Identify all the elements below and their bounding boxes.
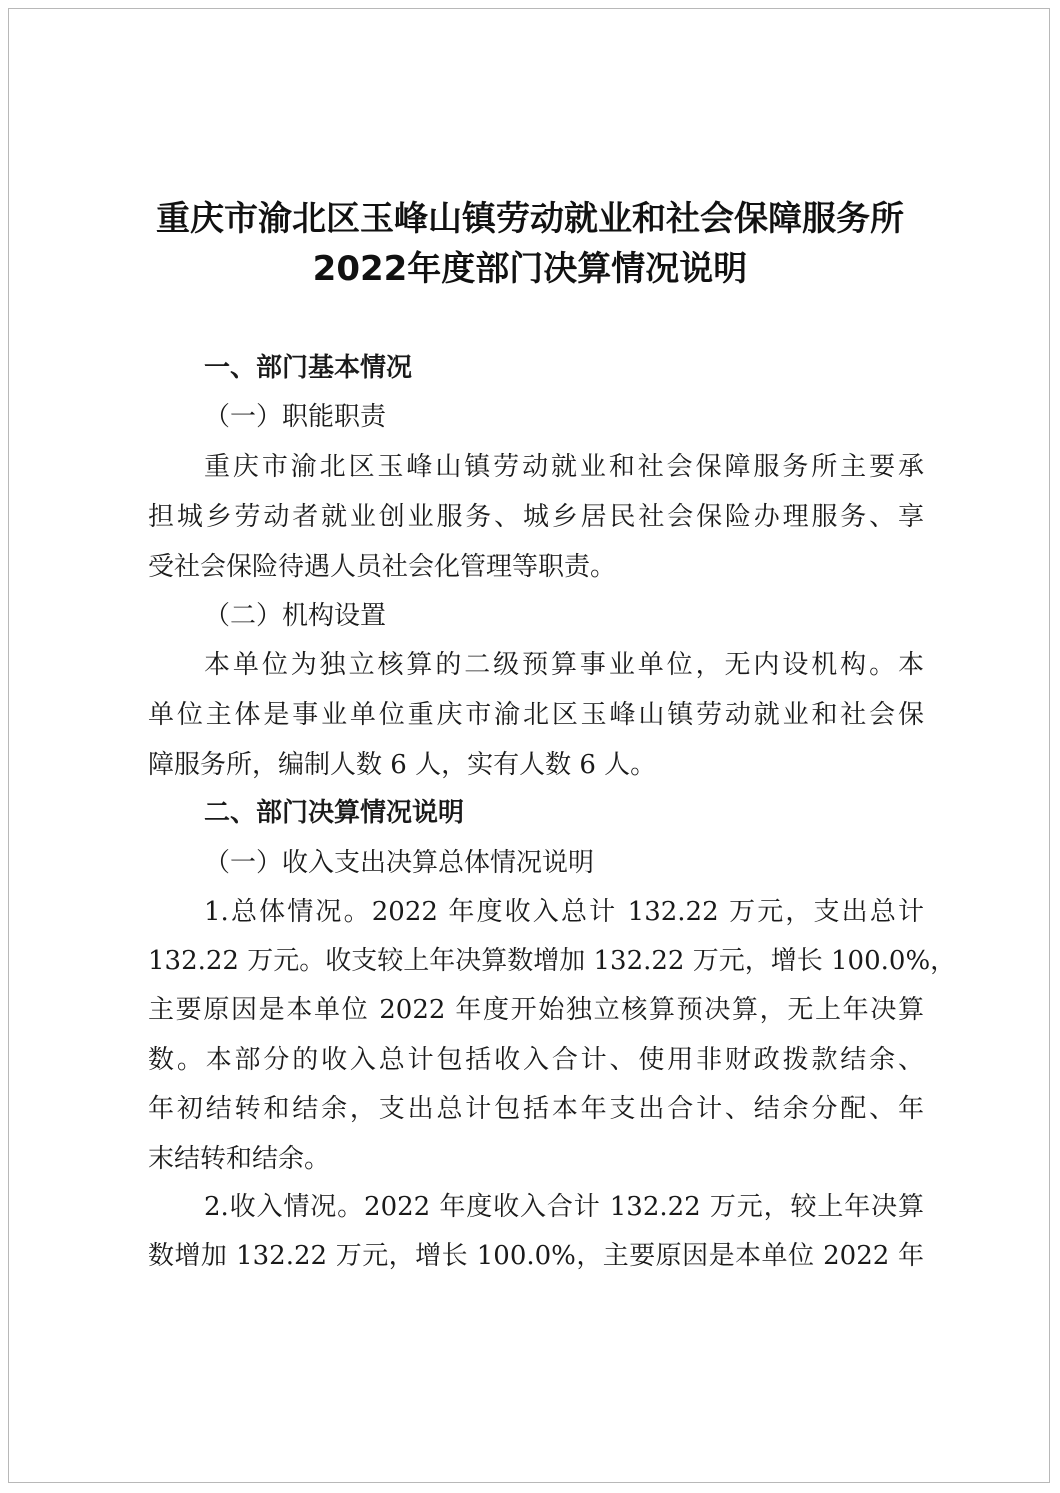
paragraph-line: 受社会保险待遇人员社会化管理等职责。: [148, 552, 617, 582]
subsection-heading-organization: （二）机构设置: [204, 601, 387, 631]
paragraph-line: 数增加 132.22 万元，增长 100.0%，主要原因是本单位 2022 年: [148, 1241, 924, 1271]
document-title: 重庆市渝北区玉峰山镇劳动就业和社会保障服务所: [156, 199, 904, 239]
subsection-heading-income-expense: （一）收入支出决算总体情况说明: [204, 848, 595, 878]
paragraph-line: 132.22 万元。收支较上年决算数增加 132.22 万元，增长 100.0%，: [148, 946, 957, 976]
paragraph-line: 末结转和结余。: [148, 1144, 331, 1174]
paragraph-line: 担城乡劳动者就业创业服务、城乡居民社会保险办理服务、享: [148, 502, 924, 532]
paragraph-line: 主要原因是本单位 2022 年度开始独立核算预决算，无上年决算: [148, 995, 924, 1025]
paragraph-line: 本单位为独立核算的二级预算事业单位，无内设机构。本: [204, 650, 924, 680]
paragraph-line: 1.总体情况。2022 年度收入总计 132.22 万元，支出总计: [204, 897, 924, 927]
subsection-heading-functions: （一）职能职责: [204, 402, 387, 432]
paragraph-line: 2.收入情况。2022 年度收入合计 132.22 万元，较上年决算: [204, 1192, 924, 1222]
section-heading-final-accounts: 二、部门决算情况说明: [204, 798, 465, 828]
paragraph-line: 障服务所，编制人数 6 人，实有人数 6 人。: [148, 750, 657, 780]
paragraph-line: 数。本部分的收入总计包括收入合计、使用非财政拨款结余、: [148, 1045, 924, 1075]
paragraph-line: 单位主体是事业单位重庆市渝北区玉峰山镇劳动就业和社会保: [148, 700, 924, 730]
paragraph-line: 年初结转和结余，支出总计包括本年支出合计、结余分配、年: [148, 1094, 924, 1124]
document-subtitle: 2022年度部门决算情况说明: [312, 249, 748, 289]
paragraph-line: 重庆市渝北区玉峰山镇劳动就业和社会保障服务所主要承: [204, 452, 924, 482]
section-heading-basic-info: 一、部门基本情况: [204, 353, 413, 383]
